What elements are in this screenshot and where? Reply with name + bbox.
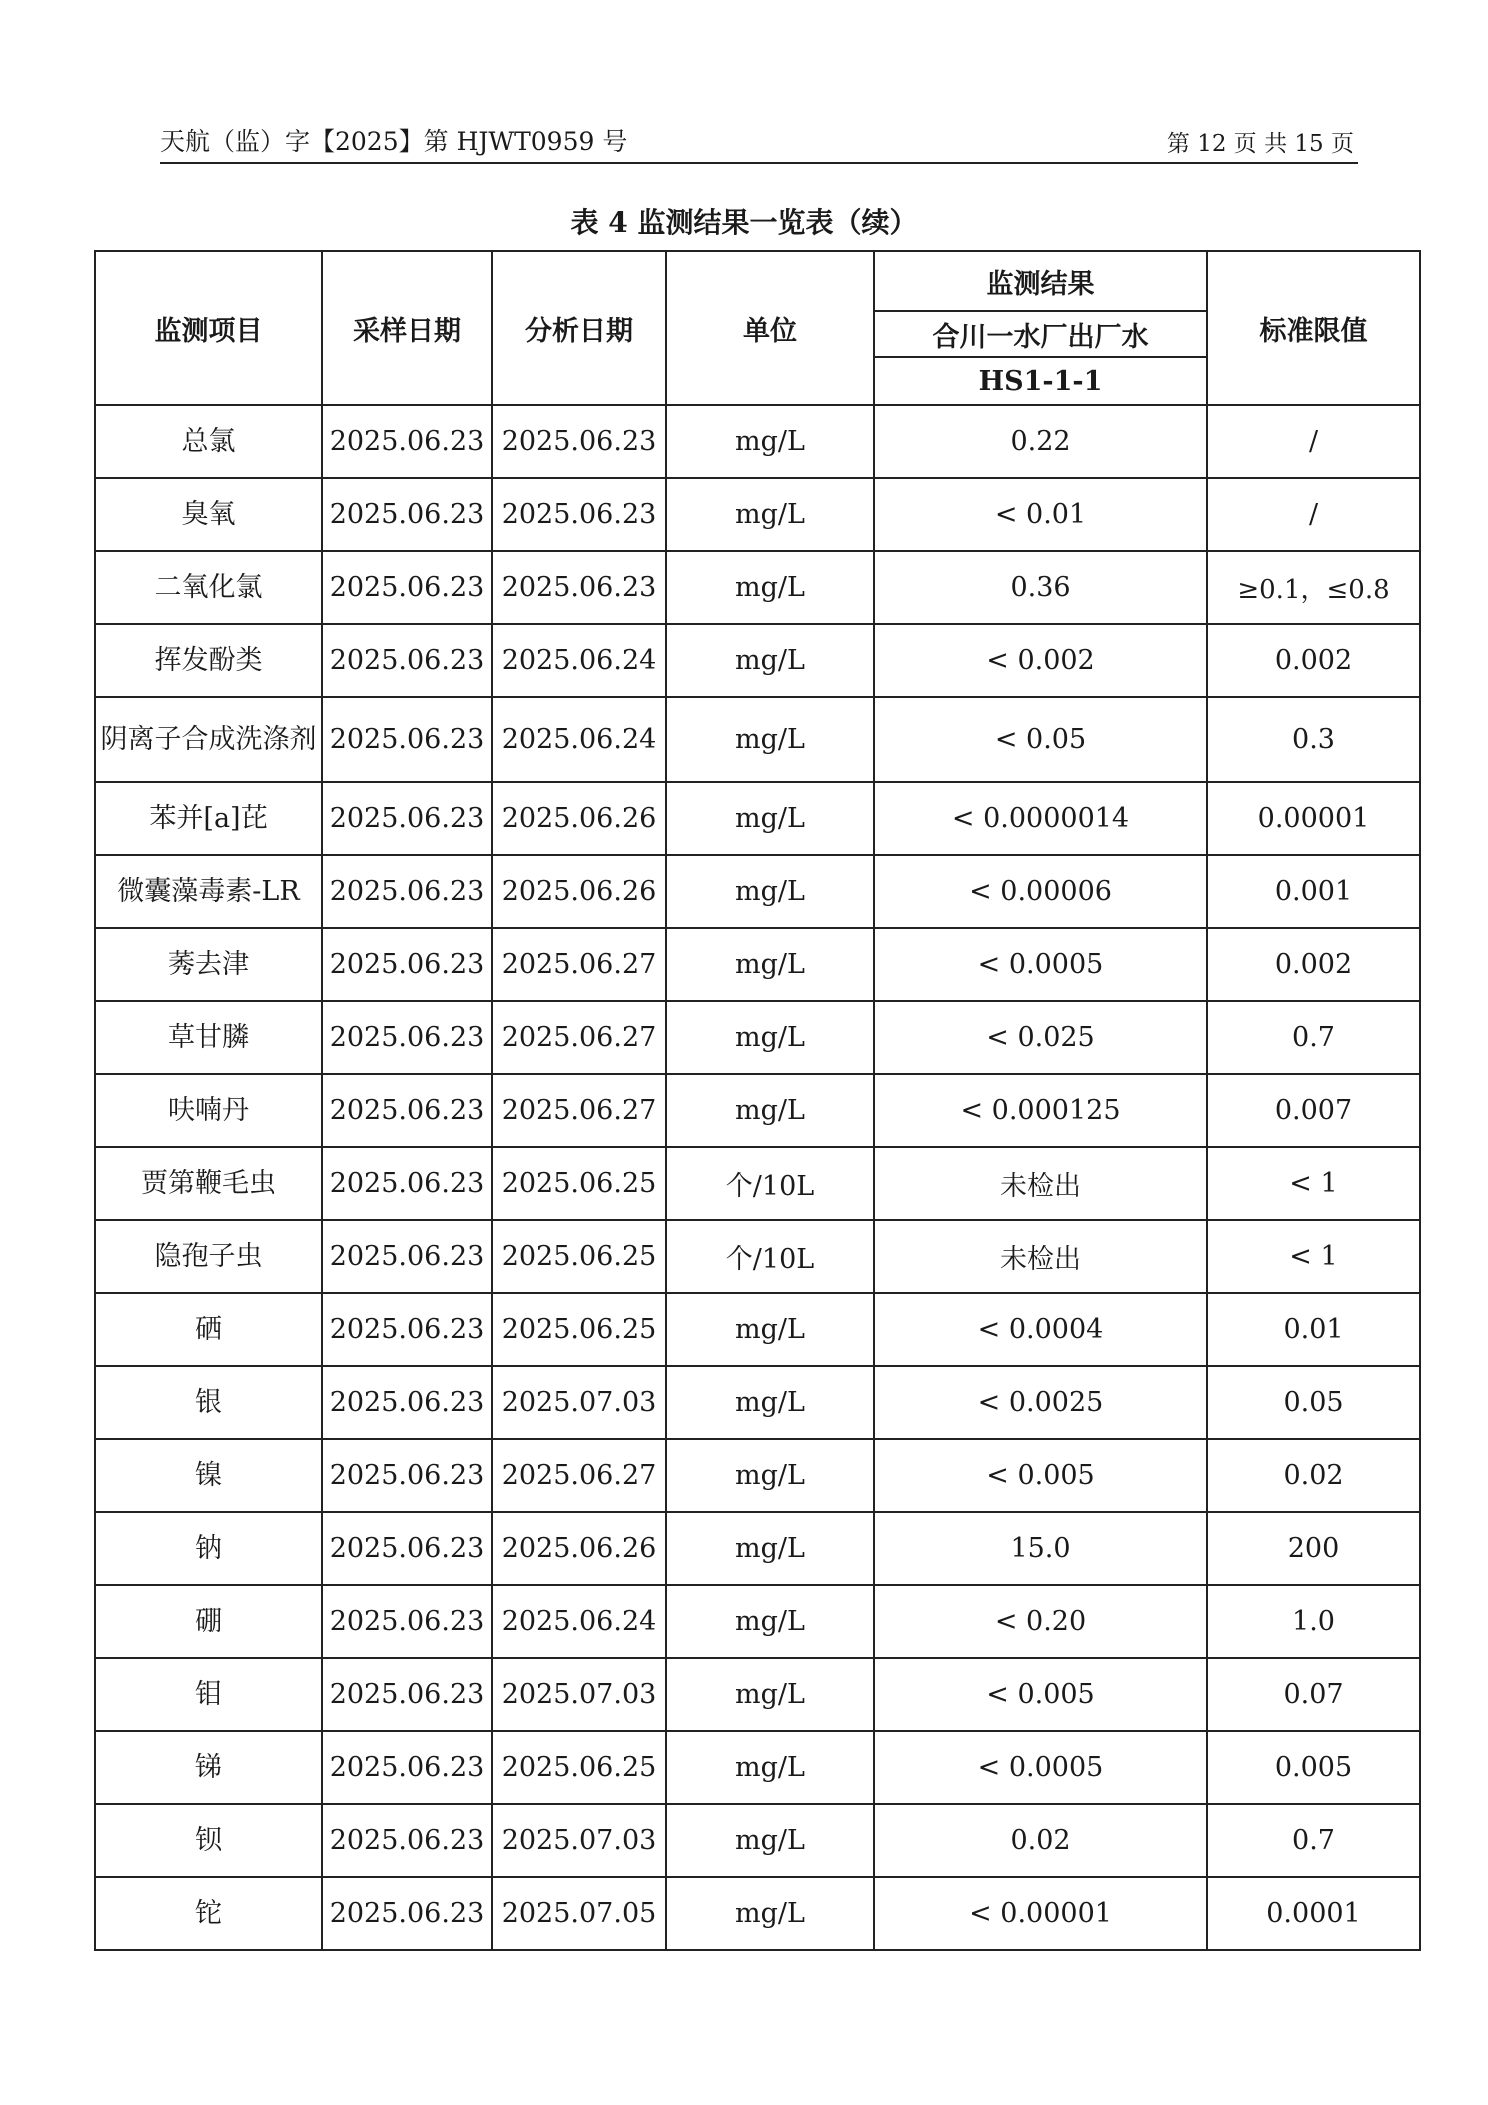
cell-item: 硒 xyxy=(95,1293,322,1366)
table-row xyxy=(95,1804,1420,1877)
cell-analysis-date: 2025.06.27 xyxy=(492,928,666,1001)
table-row xyxy=(95,697,1420,782)
cell-result: < 0.005 xyxy=(874,1658,1207,1731)
cell-analysis-date: 2025.06.23 xyxy=(492,551,666,624)
cell-unit: mg/L xyxy=(666,855,874,928)
cell-unit: mg/L xyxy=(666,1293,874,1366)
cell-item: 硼 xyxy=(95,1585,322,1658)
cell-unit: mg/L xyxy=(666,1585,874,1658)
cell-analysis-date: 2025.06.25 xyxy=(492,1293,666,1366)
cell-result: < 0.005 xyxy=(874,1439,1207,1512)
cell-item: 钡 xyxy=(95,1804,322,1877)
cell-limit: / xyxy=(1207,478,1420,551)
cell-limit: 0.7 xyxy=(1207,1001,1420,1074)
cell-result: < 0.05 xyxy=(874,697,1207,782)
cell-sample-date: 2025.06.23 xyxy=(322,1147,492,1220)
cell-result: < 0.002 xyxy=(874,624,1207,697)
cell-item: 钼 xyxy=(95,1658,322,1731)
col-header-site-code: HS1-1-1 xyxy=(874,357,1207,405)
cell-sample-date: 2025.06.23 xyxy=(322,1804,492,1877)
cell-limit: 0.002 xyxy=(1207,928,1420,1001)
cell-analysis-date: 2025.07.03 xyxy=(492,1366,666,1439)
table-row xyxy=(95,855,1420,928)
cell-result: < 0.00001 xyxy=(874,1877,1207,1950)
page-header xyxy=(160,122,1358,164)
cell-analysis-date: 2025.06.26 xyxy=(492,782,666,855)
cell-limit: 0.01 xyxy=(1207,1293,1420,1366)
cell-result: < 0.01 xyxy=(874,478,1207,551)
table-row xyxy=(95,1658,1420,1731)
cell-unit: mg/L xyxy=(666,782,874,855)
cell-result: < 0.00006 xyxy=(874,855,1207,928)
cell-sample-date: 2025.06.23 xyxy=(322,782,492,855)
cell-result: < 0.0000014 xyxy=(874,782,1207,855)
cell-result: < 0.000125 xyxy=(874,1074,1207,1147)
table-row xyxy=(95,1001,1420,1074)
cell-analysis-date: 2025.06.27 xyxy=(492,1074,666,1147)
cell-result: 15.0 xyxy=(874,1512,1207,1585)
cell-unit: mg/L xyxy=(666,478,874,551)
cell-limit: 0.07 xyxy=(1207,1658,1420,1731)
table-row xyxy=(95,1074,1420,1147)
cell-analysis-date: 2025.06.25 xyxy=(492,1147,666,1220)
cell-limit: 200 xyxy=(1207,1512,1420,1585)
table-body xyxy=(95,405,1420,1950)
cell-unit: mg/L xyxy=(666,697,874,782)
cell-item: 莠去津 xyxy=(95,928,322,1001)
cell-sample-date: 2025.06.23 xyxy=(322,1220,492,1293)
cell-unit: mg/L xyxy=(666,1074,874,1147)
table-row xyxy=(95,1293,1420,1366)
col-header-sample-date: 采样日期 xyxy=(322,251,492,405)
cell-analysis-date: 2025.06.25 xyxy=(492,1220,666,1293)
cell-unit: mg/L xyxy=(666,405,874,478)
cell-item: 呋喃丹 xyxy=(95,1074,322,1147)
cell-limit: < 1 xyxy=(1207,1147,1420,1220)
cell-item: 铊 xyxy=(95,1877,322,1950)
table-row xyxy=(95,782,1420,855)
cell-item: 草甘膦 xyxy=(95,1001,322,1074)
cell-item: 锑 xyxy=(95,1731,322,1804)
cell-analysis-date: 2025.06.26 xyxy=(492,1512,666,1585)
cell-result: < 0.0025 xyxy=(874,1366,1207,1439)
cell-item: 苯并[a]芘 xyxy=(95,782,322,855)
cell-result: 0.22 xyxy=(874,405,1207,478)
cell-analysis-date: 2025.06.26 xyxy=(492,855,666,928)
table-row xyxy=(95,1366,1420,1439)
cell-item: 镍 xyxy=(95,1439,322,1512)
cell-limit: 0.0001 xyxy=(1207,1877,1420,1950)
cell-item: 臭氧 xyxy=(95,478,322,551)
cell-item: 二氧化氯 xyxy=(95,551,322,624)
cell-sample-date: 2025.06.23 xyxy=(322,928,492,1001)
cell-analysis-date: 2025.06.27 xyxy=(492,1439,666,1512)
cell-analysis-date: 2025.06.27 xyxy=(492,1001,666,1074)
table-row xyxy=(95,1220,1420,1293)
cell-unit: mg/L xyxy=(666,1731,874,1804)
cell-unit: mg/L xyxy=(666,1877,874,1950)
cell-result: 0.36 xyxy=(874,551,1207,624)
cell-limit: 0.7 xyxy=(1207,1804,1420,1877)
col-header-item: 监测项目 xyxy=(95,251,322,405)
cell-item: 隐孢子虫 xyxy=(95,1220,322,1293)
cell-unit: 个/10L xyxy=(666,1147,874,1220)
table-row xyxy=(95,551,1420,624)
cell-sample-date: 2025.06.23 xyxy=(322,697,492,782)
table-row xyxy=(95,478,1420,551)
cell-limit: / xyxy=(1207,405,1420,478)
cell-analysis-date: 2025.06.25 xyxy=(492,1731,666,1804)
cell-sample-date: 2025.06.23 xyxy=(322,1366,492,1439)
document-number: 天航（监）字【2025】第 HJWT0959 号 xyxy=(160,127,628,156)
col-header-unit: 单位 xyxy=(666,251,874,405)
cell-sample-date: 2025.06.23 xyxy=(322,1731,492,1804)
cell-result: < 0.0004 xyxy=(874,1293,1207,1366)
cell-sample-date: 2025.06.23 xyxy=(322,478,492,551)
table-row xyxy=(95,624,1420,697)
cell-result: 未检出 xyxy=(874,1220,1207,1293)
table-header xyxy=(95,251,1420,405)
cell-limit: 0.3 xyxy=(1207,697,1420,782)
cell-item: 钠 xyxy=(95,1512,322,1585)
table-row xyxy=(95,928,1420,1001)
cell-sample-date: 2025.06.23 xyxy=(322,1512,492,1585)
cell-sample-date: 2025.06.23 xyxy=(322,1074,492,1147)
results-table xyxy=(94,250,1421,1951)
cell-analysis-date: 2025.06.24 xyxy=(492,624,666,697)
table-row xyxy=(95,1731,1420,1804)
table-row xyxy=(95,1439,1420,1512)
cell-unit: 个/10L xyxy=(666,1220,874,1293)
cell-analysis-date: 2025.06.24 xyxy=(492,697,666,782)
cell-item: 银 xyxy=(95,1366,322,1439)
cell-limit: 0.002 xyxy=(1207,624,1420,697)
cell-item: 阴离子合成洗涤剂 xyxy=(95,697,322,782)
cell-limit: 0.007 xyxy=(1207,1074,1420,1147)
cell-unit: mg/L xyxy=(666,1366,874,1439)
cell-unit: mg/L xyxy=(666,624,874,697)
cell-unit: mg/L xyxy=(666,1804,874,1877)
cell-analysis-date: 2025.06.23 xyxy=(492,405,666,478)
cell-limit: 1.0 xyxy=(1207,1585,1420,1658)
cell-analysis-date: 2025.06.23 xyxy=(492,478,666,551)
table-row xyxy=(95,1147,1420,1220)
cell-sample-date: 2025.06.23 xyxy=(322,1877,492,1950)
cell-sample-date: 2025.06.23 xyxy=(322,1439,492,1512)
table-row xyxy=(95,1585,1420,1658)
cell-unit: mg/L xyxy=(666,1001,874,1074)
cell-item: 挥发酚类 xyxy=(95,624,322,697)
cell-limit: 0.001 xyxy=(1207,855,1420,928)
page-number: 第 12 页 共 15 页 xyxy=(1166,131,1354,157)
cell-item: 总氯 xyxy=(95,405,322,478)
cell-unit: mg/L xyxy=(666,1658,874,1731)
cell-limit: ≥0.1，≤0.8 xyxy=(1207,551,1420,624)
cell-result: 未检出 xyxy=(874,1147,1207,1220)
cell-analysis-date: 2025.07.05 xyxy=(492,1877,666,1950)
table-row xyxy=(95,1877,1420,1950)
cell-sample-date: 2025.06.23 xyxy=(322,855,492,928)
cell-result: < 0.0005 xyxy=(874,928,1207,1001)
cell-unit: mg/L xyxy=(666,1439,874,1512)
cell-analysis-date: 2025.07.03 xyxy=(492,1658,666,1731)
cell-sample-date: 2025.06.23 xyxy=(322,1001,492,1074)
cell-sample-date: 2025.06.23 xyxy=(322,624,492,697)
cell-sample-date: 2025.06.23 xyxy=(322,551,492,624)
cell-result: < 0.025 xyxy=(874,1001,1207,1074)
cell-result: 0.02 xyxy=(874,1804,1207,1877)
cell-analysis-date: 2025.07.03 xyxy=(492,1804,666,1877)
cell-limit: < 1 xyxy=(1207,1220,1420,1293)
cell-sample-date: 2025.06.23 xyxy=(322,405,492,478)
cell-item: 贾第鞭毛虫 xyxy=(95,1147,322,1220)
cell-unit: mg/L xyxy=(666,928,874,1001)
cell-result: < 0.0005 xyxy=(874,1731,1207,1804)
cell-sample-date: 2025.06.23 xyxy=(322,1658,492,1731)
cell-limit: 0.005 xyxy=(1207,1731,1420,1804)
cell-sample-date: 2025.06.23 xyxy=(322,1585,492,1658)
table-row xyxy=(95,405,1420,478)
cell-unit: mg/L xyxy=(666,1512,874,1585)
cell-unit: mg/L xyxy=(666,551,874,624)
col-header-analysis-date: 分析日期 xyxy=(492,251,666,405)
cell-sample-date: 2025.06.23 xyxy=(322,1293,492,1366)
col-header-limit: 标准限值 xyxy=(1207,251,1420,405)
cell-limit: 0.00001 xyxy=(1207,782,1420,855)
cell-analysis-date: 2025.06.24 xyxy=(492,1585,666,1658)
cell-item: 微囊藻毒素-LR xyxy=(95,855,322,928)
table-row xyxy=(95,1512,1420,1585)
col-header-result-group: 监测结果 xyxy=(874,251,1207,311)
col-header-site: 合川一水厂出厂水 xyxy=(874,311,1207,357)
cell-limit: 0.02 xyxy=(1207,1439,1420,1512)
cell-result: < 0.20 xyxy=(874,1585,1207,1658)
cell-limit: 0.05 xyxy=(1207,1366,1420,1439)
table-caption: 表 4 监测结果一览表（续） xyxy=(570,206,918,239)
